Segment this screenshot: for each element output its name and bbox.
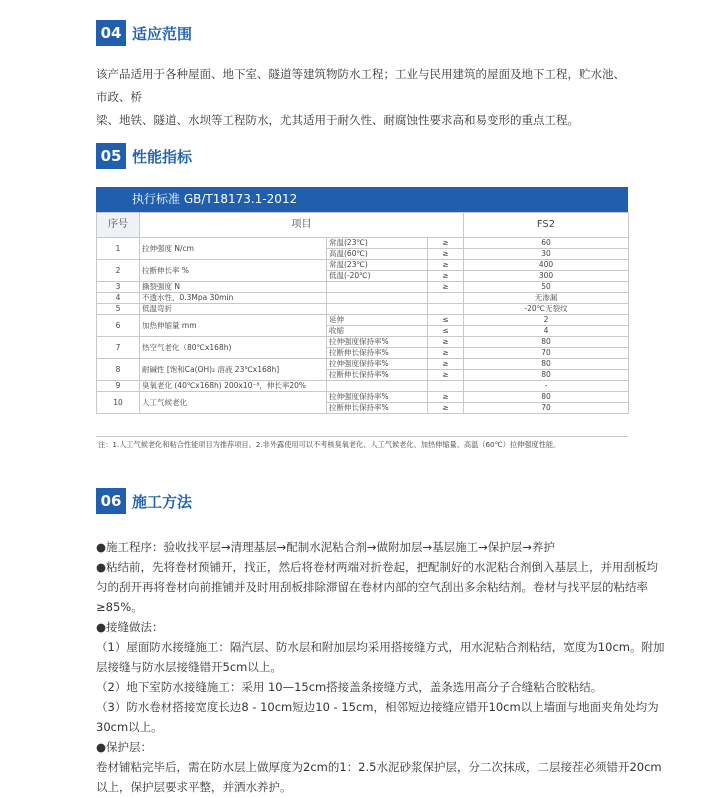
row-item: 耐碱性 [饱和Ca(OH)₂ 溶液 23℃x168h]	[140, 359, 327, 381]
method-line: ≥85%。	[96, 600, 143, 614]
row-number: 2	[97, 260, 140, 282]
section-number: 04	[96, 20, 126, 46]
row-item: 不透水性，0.3Mpa 30min	[140, 293, 327, 304]
row-item: 拉伸强度 N/cm	[140, 238, 327, 260]
header-item: 项目	[140, 213, 464, 238]
table-row	[97, 238, 629, 249]
row-number: 3	[97, 282, 140, 293]
row-value: 80	[464, 337, 629, 348]
section-number: 06	[96, 488, 126, 514]
row-item: 臭氧老化 (40℃x168h) 200x10⁻⁸，伸长率20%	[140, 381, 327, 392]
row-value: 80	[464, 370, 629, 381]
row-operator: ≥	[428, 271, 464, 282]
row-operator: ≥	[428, 282, 464, 293]
row-operator	[428, 304, 464, 315]
method-line: ●接缝做法：	[96, 620, 164, 634]
method-line: （2）地下室防水接缝施工：采用 10—15cm搭接盖条接缝方式，盖条选用高分子合缝粘合胶粘结。	[96, 680, 603, 694]
row-value: 50	[464, 282, 629, 293]
row-operator: ≥	[428, 348, 464, 359]
table-header-row	[97, 213, 629, 238]
row-number: 6	[97, 315, 140, 337]
row-condition: 拉伸强度保持率%	[327, 392, 428, 403]
row-operator: ≤	[428, 315, 464, 326]
row-number: 10	[97, 392, 140, 414]
row-operator: ≥	[428, 260, 464, 271]
row-number: 4	[97, 293, 140, 304]
row-condition: 拉断伸长保持率%	[327, 403, 428, 414]
section-06-heading	[96, 488, 192, 514]
table-row	[97, 293, 629, 304]
section-title: 施工方法	[132, 492, 193, 511]
row-operator: ≥	[428, 337, 464, 348]
standard-bar: 执行标准 GB/T18173.1-2012	[96, 187, 628, 212]
row-condition: 常温(23℃)	[327, 238, 428, 249]
row-condition: 常温(23℃)	[327, 260, 428, 271]
header-fs: FS2	[464, 213, 629, 238]
row-value: 400	[464, 260, 629, 271]
row-operator: ≥	[428, 238, 464, 249]
table-row	[97, 315, 629, 326]
method-line: ●粘结前，先将卷材预铺开，找正，然后将卷材两端对折卷起，把配制好的水泥粘合剂倒入基层上，并用刮板均	[96, 560, 659, 574]
row-condition: 拉断伸长保持率%	[327, 370, 428, 381]
section-title: 适应范围	[132, 24, 193, 43]
row-value: 300	[464, 271, 629, 282]
row-value: 80	[464, 359, 629, 370]
row-value: -20℃无裂纹	[464, 304, 629, 315]
row-condition	[327, 381, 428, 392]
row-value: 无渗漏	[464, 293, 629, 304]
method-line: （3）防水卷材搭接宽度长边8 - 10cm短边10 - 15cm，相邻短边接缝应错开10cm以上墙面与地面夹角处均为	[96, 700, 659, 714]
table-row	[97, 304, 629, 315]
row-condition	[327, 293, 428, 304]
table-row	[97, 392, 629, 403]
row-condition: 拉伸强度保持率%	[327, 359, 428, 370]
row-condition	[327, 282, 428, 293]
spec-table	[96, 212, 629, 414]
row-item: 低温弯折	[140, 304, 327, 315]
row-item: 撕裂强度 N	[140, 282, 327, 293]
scope-line: 梁、地铁、隧道、水坝等工程防水，尤其适用于耐久性、耐腐蚀性要求高和易变形的重点工程。	[96, 113, 579, 127]
row-number: 9	[97, 381, 140, 392]
row-operator: ≤	[428, 326, 464, 337]
method-line: 以上，保护层要求平整，并洒水养护。	[96, 780, 292, 794]
row-value: 30	[464, 249, 629, 260]
section-05-heading	[96, 143, 192, 169]
row-operator: ≥	[428, 392, 464, 403]
row-condition: 高温(60℃)	[327, 249, 428, 260]
row-number: 8	[97, 359, 140, 381]
row-operator: ≥	[428, 370, 464, 381]
row-operator: ≥	[428, 403, 464, 414]
row-value: -	[464, 381, 629, 392]
method-line: ●保护层：	[96, 740, 153, 754]
row-operator: ≥	[428, 249, 464, 260]
method-line: 30cm以上。	[96, 720, 163, 734]
section-number: 05	[96, 143, 126, 169]
row-value: 60	[464, 238, 629, 249]
scope-paragraph	[96, 63, 636, 132]
method-line: 卷材铺粘完毕后，需在防水层上做厚度为2cm的1：2.5水泥砂浆保护层，分二次抹成，二层接茬必须错开20cm	[96, 760, 662, 774]
row-condition: 收缩	[327, 326, 428, 337]
table-row	[97, 260, 629, 271]
section-04-heading	[96, 20, 192, 46]
row-value: 70	[464, 403, 629, 414]
table-row	[97, 381, 629, 392]
section-title: 性能指标	[132, 147, 193, 166]
row-item: 拉断伸长率 %	[140, 260, 327, 282]
row-operator: ≥	[428, 359, 464, 370]
row-condition: 延伸	[327, 315, 428, 326]
row-item: 加热伸缩量 mm	[140, 315, 327, 337]
table-note: 注：1.人工气候老化和粘合性能项目为推荐项目。2.非外露使用可以不考核臭氧老化、人工气候老化、加热伸缩量、高温（60℃）拉伸强度性能。	[96, 436, 628, 456]
table-row	[97, 282, 629, 293]
row-condition	[327, 304, 428, 315]
row-number: 5	[97, 304, 140, 315]
header-no: 序号	[97, 213, 140, 238]
method-line: （1）屋面防水接缝施工：隔汽层、防水层和附加层均采用搭接缝方式，用水泥粘合剂粘结，宽度为10cm。附加	[96, 640, 665, 654]
scope-line: 该产品适用于各种屋面、地下室、隧道等建筑物防水工程；工业与民用建筑的屋面及地下工程，贮水池、市政、桥	[96, 67, 625, 104]
method-line: 层接缝与防水层接缝错开5cm以上。	[96, 660, 282, 674]
table-row	[97, 337, 629, 348]
row-number: 1	[97, 238, 140, 260]
method-line: ●施工程序：验收找平层→清理基层→配制水泥粘合剂→做附加层→基层施工→保护层→养护	[96, 540, 555, 554]
method-line: 匀的刮开再将卷材向前推铺并及时用刮板排除滞留在卷材内部的空气刮出多余粘结剂。卷材与找平层的粘结率	[96, 580, 648, 594]
row-condition: 低温(-20℃)	[327, 271, 428, 282]
row-number: 7	[97, 337, 140, 359]
row-value: 4	[464, 326, 629, 337]
row-item: 人工气候老化	[140, 392, 327, 414]
row-operator	[428, 293, 464, 304]
row-condition: 拉断伸长保持率%	[327, 348, 428, 359]
row-condition: 拉伸强度保持率%	[327, 337, 428, 348]
row-value: 70	[464, 348, 629, 359]
row-value: 2	[464, 315, 629, 326]
row-item: 热空气老化（80℃x168h)	[140, 337, 327, 359]
row-operator	[428, 381, 464, 392]
table-row	[97, 359, 629, 370]
row-value: 80	[464, 392, 629, 403]
